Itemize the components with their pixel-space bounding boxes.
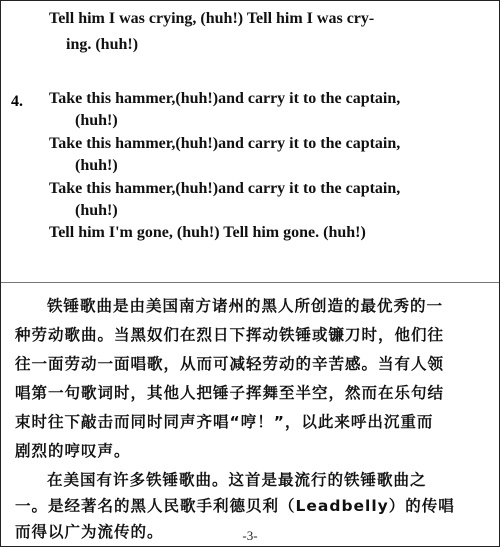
note-line: 往一面劳动一面唱歌，从而可减轻劳动的辛苦感。当有人领 (15, 355, 445, 373)
note-line: 在美国有许多铁锤歌曲。这首是最流行的铁锤歌曲之 (47, 471, 427, 489)
note-line: 而得以广为流传的。 (15, 523, 164, 541)
lyric-line: (huh!) (75, 112, 118, 129)
lyric-line: Tell him I'm gone, (huh!) Tell him gone. (huh!) (49, 224, 366, 241)
lyric-line: (huh!) (75, 157, 118, 174)
note-line: 唱第一句歌词时，其他人把锤子挥舞至半空，然而在乐句结 (15, 384, 445, 402)
note-line: 铁锤歌曲是由美国南方诸州的黑人所创造的最优秀的一 (47, 297, 444, 315)
section-divider (1, 282, 499, 283)
note-line: 剧烈的哼叹声。 (15, 442, 131, 460)
verse-number: 4. (11, 93, 23, 110)
lyric-line: Take this hammer,(huh!)and carry it to the captain, (49, 90, 401, 107)
note-line: 束时往下敲击而同时同声齐唱“哼！”，以此来呼出沉重而 (15, 413, 434, 431)
lyric-line: Take this hammer,(huh!)and carry it to the captain, (49, 180, 401, 197)
note-line: 一。是经著名的黑人民歌手利德贝利（Leadbelly）的传唱 (15, 497, 455, 515)
lyric-line: (huh!) (75, 202, 118, 219)
lyric-line: Tell him I was crying, (huh!) Tell him I was cry- (49, 10, 375, 27)
lyric-line: Take this hammer,(huh!)and carry it to the captain, (49, 135, 401, 152)
lyric-line: ing. (huh!) (66, 36, 139, 53)
note-line: 种劳动歌曲。当黑奴们在烈日下挥动铁锤或镰刀时，他们往 (15, 326, 445, 344)
page-number: -3- (242, 528, 258, 543)
